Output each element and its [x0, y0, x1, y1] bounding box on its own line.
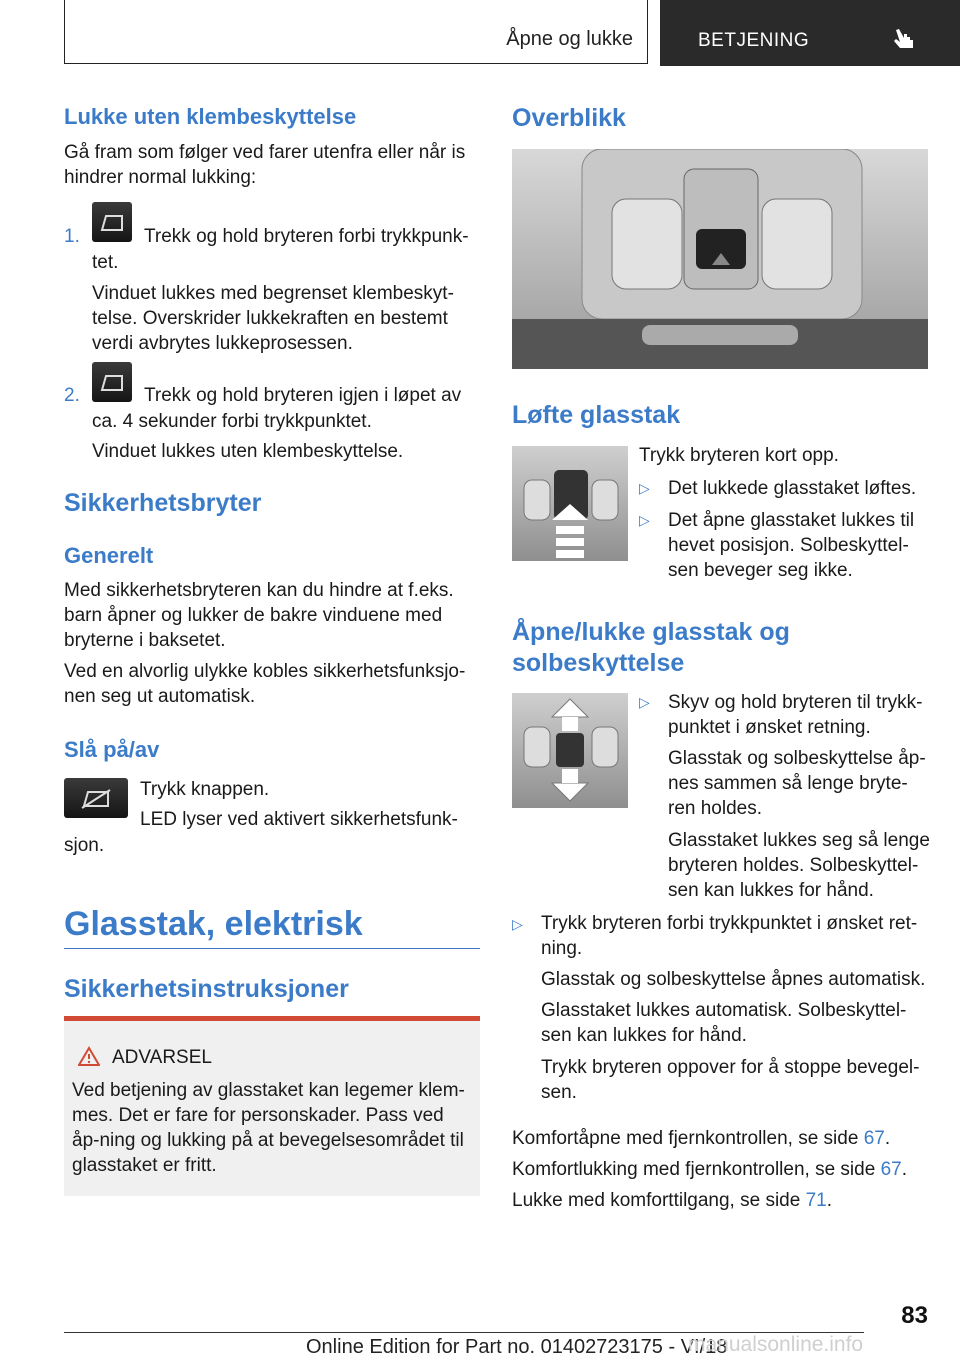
bullet-triangle-icon: ▷ — [639, 694, 650, 710]
open-close-switch-image — [512, 693, 628, 808]
header-section-box — [64, 0, 648, 64]
apne-bullet-1-para-2: Glasstak og solbeskyttelse åp-nes sammen så lenge bryte-ren holdes. — [668, 748, 926, 819]
apne-bullet-1-para-3: Glasstaket lukkes seg så lenge bryteren holdes. Solbeskyttel-sen kan lukkes for hånd. — [668, 830, 930, 901]
page-header — [64, 0, 960, 66]
footer-edition: Online Edition for Part no. 01402723175 - VI/18 — [306, 1336, 728, 1358]
bullet-triangle-icon: ▷ — [639, 512, 650, 528]
step1-detail: Vinduet lukkes med begrenset klembeskyt-telse. Overskrider lukkekraften en bestemt verdi avbrytes lukkeprosessen. — [92, 283, 454, 354]
bullet-triangle-icon: ▷ — [639, 480, 650, 496]
up-down-arrow-icon — [512, 693, 628, 808]
window-icon — [92, 362, 132, 402]
window-icon — [92, 202, 132, 242]
window-switch-button-image-2 — [92, 362, 132, 402]
reference-2: Komfortlukking med fjernkontrollen, se side 67. — [512, 1159, 907, 1180]
reference-1: Komfortåpne med fjernkontrollen, se side 67. — [512, 1128, 891, 1149]
heading-apne-lukke: Åpne/lukke glasstak og solbeskyttelse — [512, 618, 790, 677]
apne-bullet-2-para-3: Glasstaket lukkes automatisk. Solbeskyttel-sen kan lukkes for hånd. — [541, 1000, 907, 1046]
apne-bullet-1: Skyv og hold bryteren til trykk-punktet i ønsket retning. — [668, 692, 923, 738]
reference-3: Lukke med komforttilgang, se side 71. — [512, 1190, 833, 1211]
reference-2-page-link[interactable]: 67 — [880, 1159, 902, 1180]
step2-number: 2. — [64, 385, 80, 406]
watermark: manualsonline.info — [688, 1333, 864, 1356]
para-lukke: Gå fram som følger ved farer utenfra eller når is hindrer normal lukking: — [64, 142, 466, 188]
lofte-text: Trykk bryteren kort opp. — [639, 445, 839, 466]
reference-3-page-link[interactable]: 71 — [805, 1190, 827, 1211]
hand-pointer-icon — [890, 26, 916, 52]
slaa-text-1: Trykk knappen. — [140, 779, 270, 800]
reference-3-text: Lukke med komforttilgang, se side — [512, 1190, 801, 1211]
heading-rule — [64, 948, 480, 949]
para-generelt-2: Ved en alvorlig ulykke kobles sikkerhetsfunksjo-nen seg ut automatisk. — [64, 661, 466, 707]
warning-text: Ved betjening av glasstaket kan legemer klem-mes. Det er fare for personskader. Pass ved åp-ning og lukking på at bevegelsesområdet til glasstaket er fritt. — [72, 1080, 465, 1176]
heading-slaa-paa-av: Slå på/av — [64, 737, 160, 762]
lofte-bullet-1: Det lukkede glasstaket løftes. — [668, 478, 917, 499]
step1-text-a: Trekk og hold bryteren forbi trykkpunk- — [144, 226, 469, 247]
header-chapter-title: BETJENING — [698, 30, 810, 51]
warning-box — [64, 1016, 480, 1196]
window-switch-button-image — [92, 202, 132, 242]
overview-photo — [512, 149, 928, 369]
slaa-text-3: sjon. — [64, 835, 105, 856]
lift-switch-image — [512, 446, 628, 561]
heading-generelt: Generelt — [64, 543, 154, 568]
slaa-text-2: LED lyser ved aktivert sikkerhetsfunk- — [140, 809, 458, 830]
header-section-title: Åpne og lukke — [506, 28, 633, 50]
step1-text-b: tet. — [92, 252, 119, 273]
apne-bullet-2: Trykk bryteren forbi trykkpunktet i ønsket ret-ning. — [541, 913, 918, 959]
heading-overblikk: Overblikk — [512, 104, 626, 132]
step1-number: 1. — [64, 226, 80, 247]
header-chapter-box — [660, 0, 960, 66]
window-lock-icon — [64, 778, 128, 818]
heading-glasstak: Glasstak, elektrisk — [64, 905, 363, 943]
apne-bullet-2-para-2: Glasstak og solbeskyttelse åpnes automatisk. — [541, 969, 926, 990]
safety-switch-button-image — [64, 778, 128, 818]
lift-arrow-icon — [512, 446, 628, 561]
heading-lofte-glasstak: Løfte glasstak — [512, 401, 681, 429]
reference-1-page-link[interactable]: 67 — [863, 1128, 885, 1149]
step2-detail: Vinduet lukkes uten klembeskyttelse. — [92, 441, 404, 462]
warning-icon — [78, 1046, 100, 1066]
warning-title: ADVARSEL — [112, 1047, 212, 1068]
lofte-bullet-2: Det åpne glasstaket lukkes til hevet posisjon. Solbeskyttel-sen beveger seg ikke. — [668, 510, 915, 581]
step2-text-a: Trekk og hold bryteren igjen i løpet av — [144, 385, 462, 406]
reference-1-text: Komfortåpne med fjernkontrollen, se side — [512, 1128, 859, 1149]
reference-2-text: Komfortlukking med fjernkontrollen, se side — [512, 1159, 876, 1180]
para-generelt-1: Med sikkerhetsbryteren kan du hindre at f.eks. barn åpner og lukker de bakre vinduene med bryterne i baksetet. — [64, 580, 454, 651]
heading-lukke: Lukke uten klembeskyttelse — [64, 104, 357, 129]
step2-text-b: ca. 4 sekunder forbi trykkpunktet. — [92, 411, 372, 432]
bullet-triangle-icon: ▷ — [512, 916, 523, 932]
roof-console-image — [512, 149, 928, 369]
apne-bullet-2-para-4: Trykk bryteren oppover for å stoppe bevegel-sen. — [541, 1057, 920, 1103]
page-number: 83 — [901, 1302, 928, 1329]
heading-sikkerhetsinstruksjoner: Sikkerhetsinstruksjoner — [64, 975, 349, 1003]
heading-sikkerhetsbryter: Sikkerhetsbryter — [64, 489, 262, 517]
